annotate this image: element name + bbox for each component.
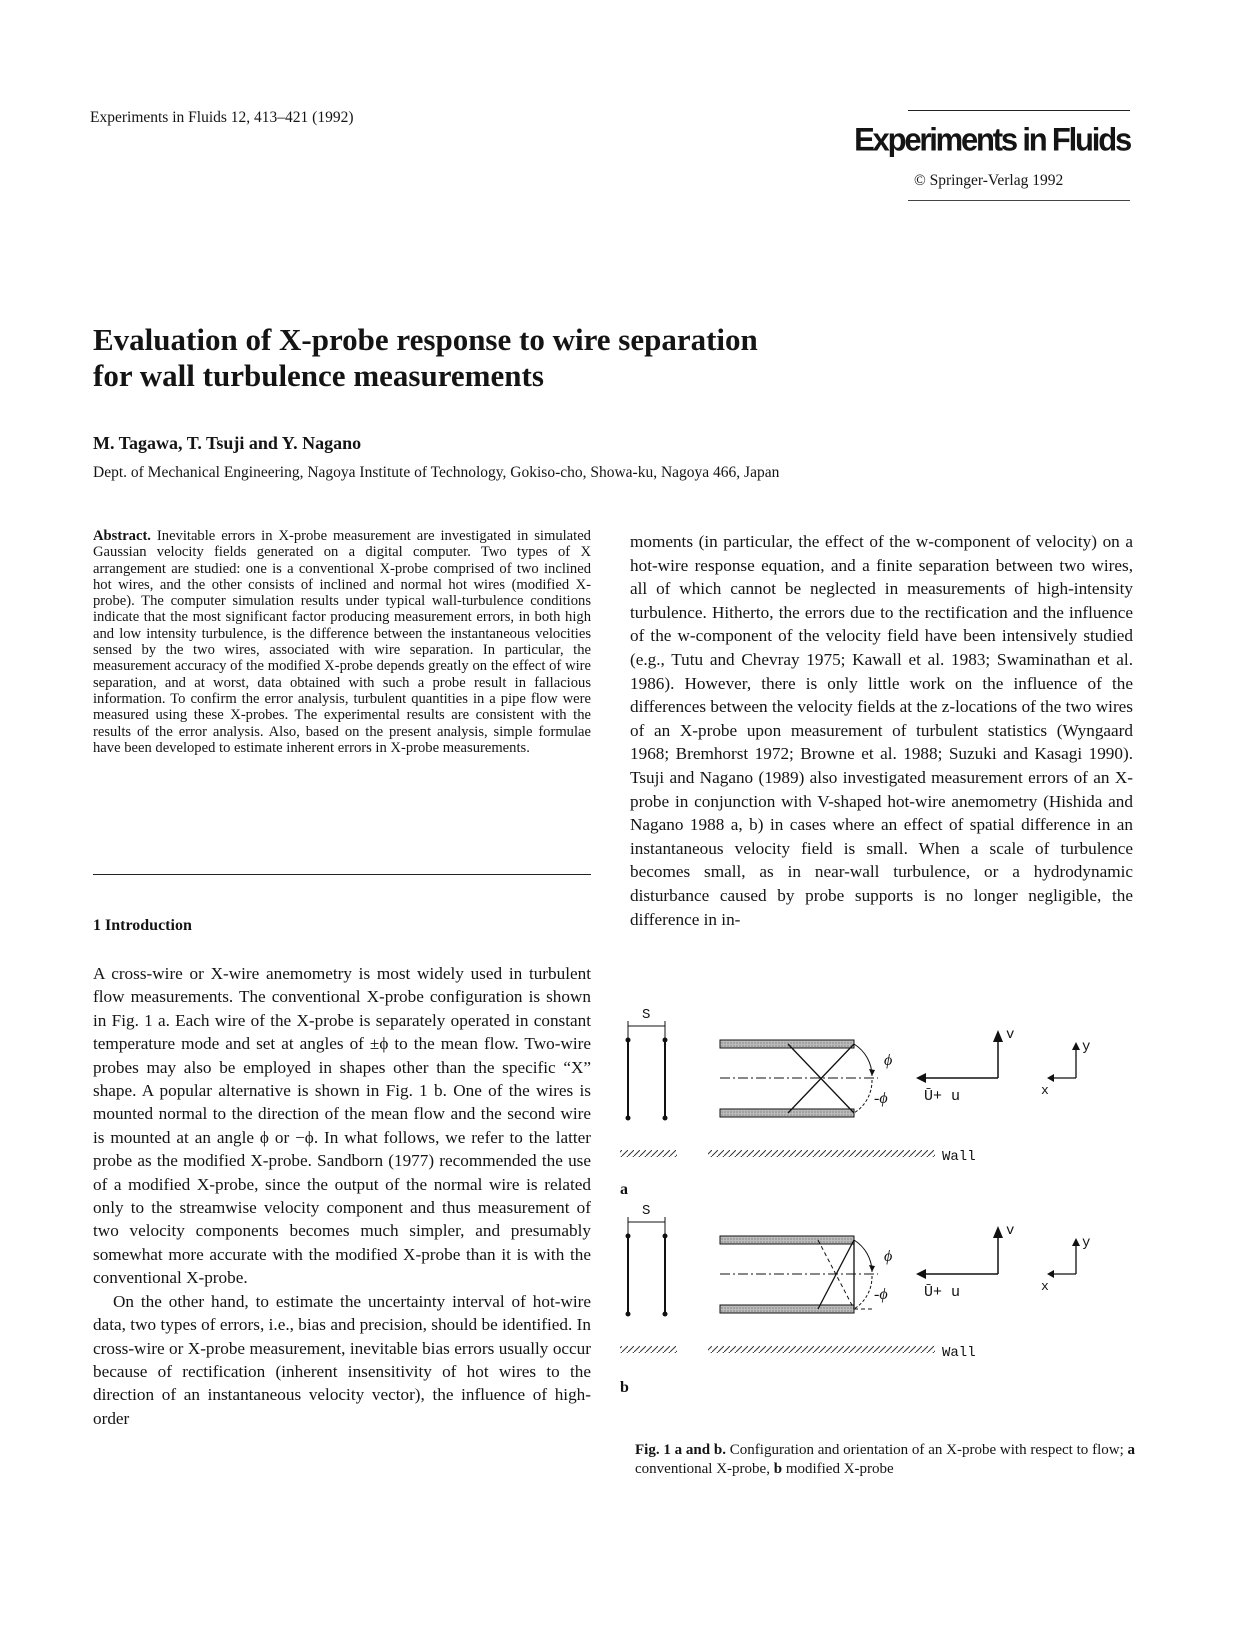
abstract-label: Abstract. xyxy=(93,528,151,544)
abstract xyxy=(93,528,591,756)
copyright: © Springer-Verlag 1992 xyxy=(914,172,1064,189)
intro-left-column xyxy=(93,962,591,1430)
figure-1-diagram xyxy=(620,1007,1133,1413)
flow-label-a: Ū+ u xyxy=(924,1088,961,1105)
masthead-bottom-rule xyxy=(908,200,1130,201)
panel-b xyxy=(620,1203,1090,1396)
sep-label-a: S xyxy=(642,1007,651,1023)
separation-dimension-b xyxy=(628,1203,665,1244)
caption-b-letter: b xyxy=(773,1460,783,1477)
velocity-vectors-b xyxy=(916,1223,1090,1301)
figure-1 xyxy=(620,1007,1133,1413)
phi-label-b: ϕ xyxy=(884,1248,893,1265)
masthead-top-rule xyxy=(908,110,1130,111)
caption-a-text: conventional X-probe, xyxy=(635,1460,770,1477)
intro-right-column: moments (in particular, the effect of the w-component of velocity) on a hot-wire response equation, and a finite separation between two wires, all of which cannot be neglected in measurements of high-intensity turbulence. Hitherto, the errors due to the rectification and the influence of the w-component of the velocity field have been intensively studied (e.g., Tutu and Chevray 1975; Kawall et al. 1983; Swaminathan et al. 1986). However, there is only little work on the influence of the differences between the velocity fields at the z-locations of the two wires of an X-probe upon measurement of turbulent statistics (Wyngaard 1968; Bremhorst 1972; Browne et al. 1988; Suzuki and Kasagi 1990). Tsuji and Nagano (1989) also investigated measurement errors of an X-probe in conjunction with V-shaped hot-wire anemometry (Hishida and Nagano 1988 a, b) in cases where an effect of spatial difference in an instantaneous velocity field is small. When a scale of turbulence becomes small, as in near-wall turbulence, or a hydrodynamic disturbance caused by probe supports is no longer negligible, the difference in in- xyxy=(630,532,1133,929)
intro-paragraph-1: A cross-wire or X-wire anemometry is most widely used in turbulent flow measurements. The conventional X-probe configuration is shown in Fig. 1 a. Each wire of the X-probe is separately operated in constant temperature mode and set at angles of ±ϕ to the mean flow. Two-wire probes may also be employed in shapes other than the specific “X” shape. A popular alternative is shown in Fig. 1 b. One of the wires is mounted normal to the direction of the mean flow and the second wire is mounted at an angle ϕ or −ϕ. In what follows, we refer to the latter probe as the modified X-probe. Sandborn (1977) recommended the use of a modified X-probe, since the output of the normal wire is related only to the streamwise velocity component and thus measurement of two velocity components becomes much simpler, and presumably somewhat more accurate with the modified X-probe than it is with the conventional X-probe. xyxy=(93,964,591,1288)
journal-logo: Experiments in Fluids xyxy=(854,121,1130,158)
panel-letter-a: a xyxy=(620,1181,628,1198)
y-label-a: y xyxy=(1082,1039,1091,1055)
wall-label-a: Wall xyxy=(942,1149,976,1165)
section-heading: 1 Introduction xyxy=(93,917,192,934)
wire-end-view-b xyxy=(626,1234,668,1317)
journal-citation: Experiments in Fluids 12, 413–421 (1992) xyxy=(90,109,354,126)
separation-dimension-a xyxy=(628,1007,665,1048)
x-label-a: x xyxy=(1041,1083,1049,1098)
y-label-b: y xyxy=(1082,1235,1091,1251)
caption-b-text: modified X-probe xyxy=(785,1460,894,1477)
panel-a xyxy=(620,1007,1090,1198)
probe-side-view-b xyxy=(720,1236,892,1313)
neg-phi-label-a: -ϕ xyxy=(874,1090,888,1107)
abstract-text: Inevitable errors in X-probe measurement are investigated in simulated Gaussian velocity fields generated on a digital computer. Two types of X arrangement are studied: one is a conventional X-probe comprised of two inclined hot wires, and the other consists of inclined and normal hot wires (modified X-probe). The computer simulation results under typical wall-turbulence conditions indicate that the most significant factor producing measurement errors, in both high and low intensity turbulence, is the difference between the instantaneous velocities sensed by the two wires, associated with wire separation. In particular, the measurement accuracy of the modified X-probe depends greatly on the effect of wire separation, and at worst, data obtained with such a probe result in fallacious information. To confirm the error analysis, turbulent quantities in a pipe flow were measured using these X-probes. The experimental results are consistent with the results of the error analysis. Also, based on the present analysis, simple formulae have been developed to estimate inherent errors in X-probe measurements. xyxy=(93,528,591,756)
wall-label-b: Wall xyxy=(942,1345,976,1361)
figure-caption xyxy=(635,1441,1135,1478)
paper-title: Evaluation of X-probe response to wire separation for wall turbulence measurements xyxy=(93,322,758,393)
v-label-a: v xyxy=(1006,1027,1015,1043)
wall-a xyxy=(620,1149,976,1165)
intro-paragraph-2: On the other hand, to estimate the uncertainty interval of hot-wire data, two types of errors, i.e., bias and precision, should be identified. In cross-wire or X-probe measurement, inevitable bias errors usually occur because of rectification (inherent insensitivity of hot wires to the direction of an instantaneous velocity vector), the influence of high-order xyxy=(93,1291,591,1428)
wire-end-view-a xyxy=(626,1038,668,1121)
probe-side-view-a xyxy=(720,1040,892,1117)
author-list: M. Tagawa, T. Tsuji and Y. Nagano xyxy=(93,433,362,453)
phi-label-a: ϕ xyxy=(884,1052,893,1069)
x-label-b: x xyxy=(1041,1279,1049,1294)
flow-label-b: Ū+ u xyxy=(924,1284,961,1301)
sep-label-b: S xyxy=(642,1203,651,1219)
velocity-vectors-a xyxy=(916,1027,1090,1105)
wall-b xyxy=(620,1345,976,1361)
affiliation: Dept. of Mechanical Engineering, Nagoya Institute of Technology, Gokiso-cho, Showa-ku, Nagoya 466, Japan xyxy=(93,464,780,481)
caption-a-letter: a xyxy=(1127,1442,1136,1458)
caption-text: Configuration and orientation of an X-probe with respect to flow; xyxy=(729,1442,1124,1458)
neg-phi-label-b: -ϕ xyxy=(874,1286,888,1303)
abstract-divider xyxy=(93,874,591,875)
v-label-b: v xyxy=(1006,1223,1015,1239)
caption-label: Fig. 1 a and b. xyxy=(635,1442,726,1458)
panel-letter-b: b xyxy=(620,1379,629,1396)
